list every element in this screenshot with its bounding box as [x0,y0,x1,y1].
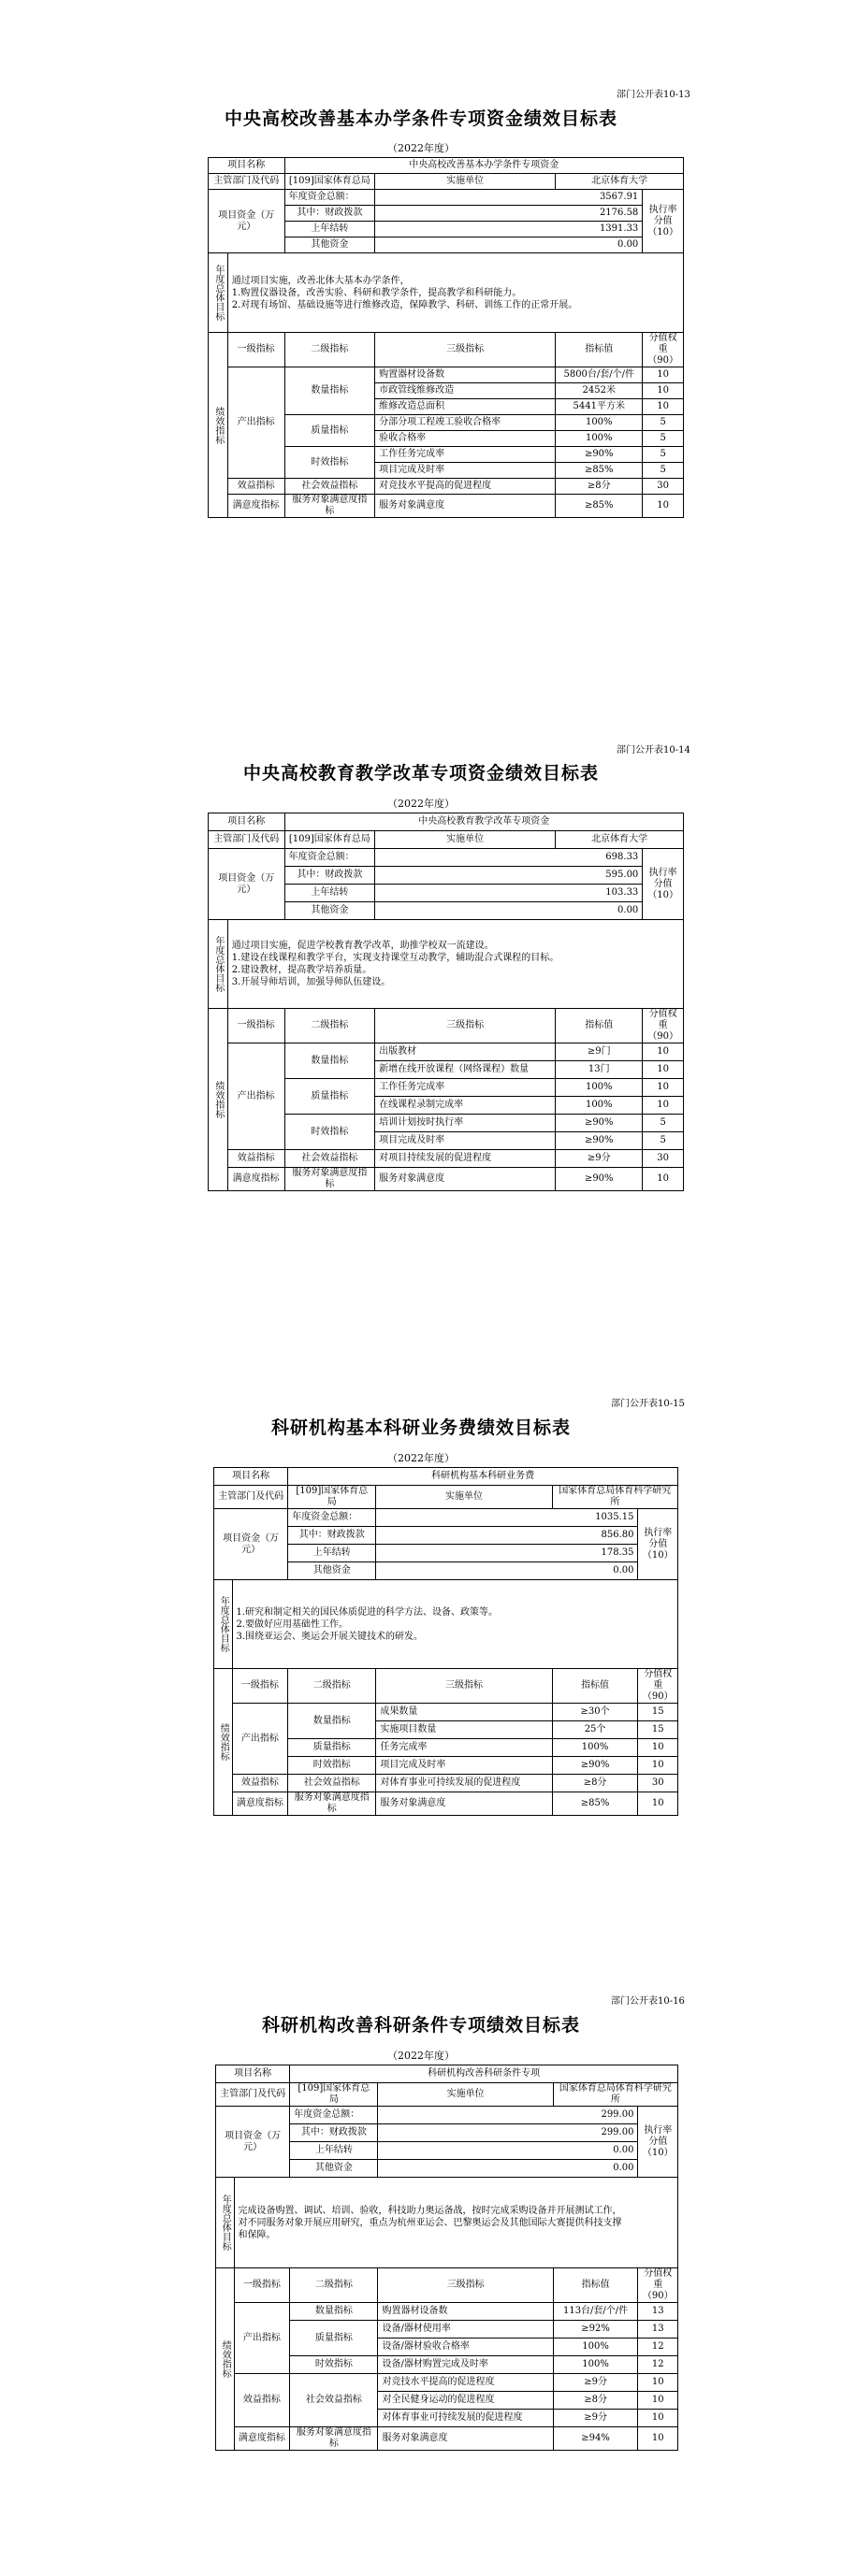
table-title: 中央高校改善基本办学条件专项资金绩效目标表 [224,108,617,129]
funds-carryover-value: 1391.33 [375,222,643,237]
funds-total-value: 698.33 [375,849,643,867]
level2-indicator: 数量指标 [288,1704,376,1739]
level1-indicator: 满意度指标 [227,1168,284,1191]
weight-header: 分值权重（90） [638,2268,678,2303]
annual-target-text [232,1580,677,1669]
dept-code-label: 主管部门及代码 [216,2083,290,2107]
project-name-value: 中央高校教育教学改革专项资金 [284,813,683,831]
level3-indicator: 对体育事业可持续发展的促进程度 [378,2410,553,2427]
level2-indicator: 社会效益指标 [288,1775,376,1792]
level2-indicator: 质量指标 [290,2321,378,2356]
annual-target-text [234,2178,677,2268]
level2-indicator: 数量指标 [284,1043,375,1079]
perf-indicator-label: 绩效指标 [216,2268,235,2451]
level3-indicator: 验收合格率 [375,431,556,447]
funds-fiscal-value: 299.00 [378,2124,638,2142]
indicator-weight: 10 [643,1097,684,1115]
funds-total-label: 年度资金总额： [290,2107,378,2124]
project-name-label: 项目名称 [209,158,285,174]
funds-label: 项目资金（万元） [214,1509,288,1580]
level2-header: 二级指标 [284,1009,375,1043]
indicator-value: ≥90% [552,1757,638,1775]
funds-carryover-label: 上年结转 [284,222,375,237]
level1-indicator: 满意度指标 [227,495,284,518]
table-code: 部门公开表10-16 [611,1996,685,2007]
indicator-value: 2452米 [556,383,643,399]
funds-other-value: 0.00 [378,2160,638,2178]
indicator-value: 100% [556,1079,643,1097]
indicator-weight: 5 [643,415,684,431]
table-code: 部门公开表10-14 [617,745,690,756]
funds-total-value: 3567.91 [375,190,643,206]
annual-target-label: 年度总体目标 [214,1580,233,1669]
level2-header: 二级指标 [288,1669,376,1704]
level2-indicator: 时效指标 [288,1757,376,1775]
annual-target-line: 通过项目实施，改善北体大基本办学条件， [231,275,410,286]
performance-target-table [208,813,684,1191]
indicator-value: 5800台/套/个/件 [556,367,643,383]
indicator-weight: 10 [643,1061,684,1079]
funds-other-label: 其他资金 [284,902,375,920]
impl-unit-value: 北京体育大学 [556,174,684,190]
level3-indicator: 新增在线开放课程（网络课程）数量 [375,1061,556,1079]
indicator-value: ≥90% [556,1168,643,1191]
level2-indicator: 服务对象满意度指标 [284,1168,375,1191]
level1-indicator: 效益指标 [227,479,284,495]
indicator-weight: 15 [638,1721,678,1739]
indicator-weight: 5 [643,1115,684,1132]
weight-header: 分值权重（90） [638,1669,678,1704]
indicator-weight: 13 [638,2303,678,2321]
indicator-value: ≥9分 [556,1150,643,1168]
indicator-weight: 5 [643,1132,684,1150]
level1-indicator: 效益指标 [227,1150,284,1168]
indicator-row [214,1775,678,1792]
level3-indicator: 服务对象满意度 [378,2427,553,2451]
annual-target-line: 完成设备购置、调试、培训、验收，科技助力奥运备战，按时完成采购设备并开展测试工作， [238,2205,622,2216]
funds-label: 项目资金（万元） [216,2107,290,2178]
level3-indicator: 项目完成及时率 [376,1757,552,1775]
indicator-weight: 10 [643,1168,684,1191]
dept-code-label: 主管部门及代码 [209,174,285,190]
weight-header: 分值权重（90） [643,1009,684,1043]
indicator-weight: 5 [643,463,684,479]
indicator-row [216,2374,678,2392]
indicator-value: ≥85% [556,463,643,479]
indicator-weight: 10 [643,1043,684,1061]
annual-target-line: 2.对现有场馆、基础设施等进行维修改造，保障教学、科研、训练工作的正常开展。 [231,299,578,310]
annual-target-line: 2.要做好应用基础性工作。 [236,1619,349,1630]
impl-unit-label: 实施单位 [376,1486,552,1509]
indicator-weight: 12 [638,2339,678,2356]
indicator-weight: 13 [638,2321,678,2339]
annual-target-text [227,253,683,333]
annual-target-line: 3.围绕亚运会、奥运会开展关键技术的研发。 [236,1631,424,1642]
level2-indicator: 质量指标 [284,1079,375,1115]
indicator-weight: 12 [638,2356,678,2374]
level3-header: 三级指标 [378,2268,553,2303]
level1-indicator: 满意度指标 [234,2427,290,2451]
impl-unit-label: 实施单位 [375,831,556,849]
indicator-value: ≥90% [556,1115,643,1132]
funds-other-value: 0.00 [375,237,643,253]
indicator-weight: 10 [643,495,684,518]
dept-code-label: 主管部门及代码 [214,1486,288,1509]
indicator-weight: 10 [638,2410,678,2427]
level3-indicator: 在线课程录制完成率 [375,1097,556,1115]
annual-target-line: 1.建设在线课程和教学平台，实现支持课堂互动教学，辅助混合式课程的目标。 [231,953,559,963]
funds-carryover-value: 178.35 [376,1545,638,1562]
table-code: 部门公开表10-15 [611,1399,685,1409]
indicator-value: 100% [552,1739,638,1757]
indicator-row [209,495,684,518]
level1-indicator: 效益指标 [232,1775,288,1792]
exec-rate-label: 执行率分值（10） [643,190,684,253]
level3-indicator: 设备/器材购置完成及时率 [378,2356,553,2374]
project-name-value: 科研机构改善科研条件专项 [290,2065,678,2083]
value-header: 指标值 [553,2268,638,2303]
indicator-row [214,1704,678,1721]
perf-indicator-label: 绩效指标 [214,1669,233,1816]
level3-indicator: 出版教材 [375,1043,556,1061]
dept-code-value: [109]国家体育总局 [284,174,375,190]
indicator-value: ≥8分 [553,2392,638,2410]
indicator-weight: 10 [638,1739,678,1757]
indicator-value: 13门 [556,1061,643,1079]
table-code: 部门公开表10-13 [617,90,690,100]
indicator-weight: 10 [638,2392,678,2410]
level3-header: 三级指标 [375,1009,556,1043]
project-name-label: 项目名称 [216,2065,290,2083]
exec-rate-label: 执行率分值（10） [638,2107,678,2178]
level2-indicator: 社会效益指标 [284,1150,375,1168]
annual-target-label: 年度总体目标 [209,253,228,333]
level3-indicator: 对全民健身运动的促进程度 [378,2392,553,2410]
funds-fiscal-label: 其中：财政拨款 [284,206,375,222]
annual-target-line: 1.研究和制定相关的国民体质促进的科学方法、设备、政策等。 [236,1606,499,1618]
indicator-row [209,367,684,383]
funds-other-value: 0.00 [376,1562,638,1580]
funds-other-label: 其他资金 [284,237,375,253]
indicator-value: ≥92% [553,2321,638,2339]
level3-indicator: 对竞技水平提高的促进程度 [378,2374,553,2392]
level3-indicator: 培训计划按时执行率 [375,1115,556,1132]
level2-indicator: 质量指标 [288,1739,376,1757]
funds-carryover-value: 0.00 [378,2142,638,2160]
annual-target-line: 通过项目实施，促进学校教育教学改革，助推学校双一流建设。 [231,941,494,951]
funds-other-label: 其他资金 [288,1562,376,1580]
level2-indicator: 社会效益指标 [290,2374,378,2427]
indicator-value: ≥8分 [556,479,643,495]
table-title: 科研机构基本科研业务费绩效目标表 [270,1418,571,1438]
indicator-weight: 5 [643,447,684,463]
indicator-row [216,2427,678,2451]
funds-total-label: 年度资金总额： [284,190,375,206]
level3-indicator: 维修改造总面积 [375,399,556,415]
level3-header: 三级指标 [376,1669,552,1704]
indicator-weight: 15 [638,1704,678,1721]
level3-indicator: 服务对象满意度 [375,495,556,518]
indicator-weight: 30 [643,479,684,495]
indicator-value: ≥9分 [553,2374,638,2392]
level3-header: 三级指标 [375,333,556,367]
level2-indicator: 数量指标 [284,367,375,415]
funds-fiscal-value: 856.80 [376,1527,638,1545]
project-name-value: 中央高校改善基本办学条件专项资金 [284,158,683,174]
funds-fiscal-label: 其中：财政拨款 [288,1527,376,1545]
indicator-row [209,1168,684,1191]
level3-indicator: 购置器材设备数 [375,367,556,383]
funds-total-value: 299.00 [378,2107,638,2124]
level1-header: 一级指标 [227,1009,284,1043]
indicator-value: 25个 [552,1721,638,1739]
indicator-weight: 10 [638,1792,678,1816]
indicator-row [209,1043,684,1061]
indicator-value: ≥8分 [552,1775,638,1792]
level1-indicator: 产出指标 [227,367,284,479]
funds-carryover-label: 上年结转 [288,1545,376,1562]
level3-indicator: 服务对象满意度 [375,1168,556,1191]
dept-code-value: [109]国家体育总局 [288,1486,376,1509]
funds-total-label: 年度资金总额： [288,1509,376,1527]
annual-target-label: 年度总体目标 [209,920,228,1009]
perf-indicator-label: 绩效指标 [209,1009,228,1191]
level2-indicator: 服务对象满意度指标 [290,2427,378,2451]
indicator-weight: 30 [638,1775,678,1792]
level3-indicator: 对竞技水平提高的促进程度 [375,479,556,495]
indicator-value: ≥30个 [552,1704,638,1721]
indicator-value: ≥9分 [553,2410,638,2427]
impl-unit-value: 国家体育总局体育科学研究所 [553,2083,677,2107]
level1-header: 一级指标 [234,2268,290,2303]
level3-indicator: 设备/器材使用率 [378,2321,553,2339]
annual-target-line: 1.购置仪器设备，改善实验、科研和教学条件，提高教学和科研能力。 [231,287,522,298]
indicator-row [209,1150,684,1168]
funds-label: 项目资金（万元） [209,849,285,920]
level2-indicator: 数量指标 [290,2303,378,2321]
funds-other-value: 0.00 [375,902,643,920]
performance-target-table [215,2065,678,2451]
level2-header: 二级指标 [284,333,375,367]
project-name-label: 项目名称 [214,1468,288,1486]
indicator-weight: 5 [643,431,684,447]
indicator-weight: 10 [643,367,684,383]
funds-fiscal-label: 其中：财政拨款 [284,867,375,885]
indicator-value: ≥90% [556,447,643,463]
funds-label: 项目资金（万元） [209,190,285,253]
level2-indicator: 时效指标 [284,1115,375,1150]
indicator-value: ≥85% [552,1792,638,1816]
level2-indicator: 服务对象满意度指标 [288,1792,376,1816]
level3-indicator: 任务完成率 [376,1739,552,1757]
table-title: 中央高校教育教学改革专项资金绩效目标表 [242,763,599,784]
level3-indicator: 分部分项工程竣工验收合格率 [375,415,556,431]
indicator-weight: 30 [643,1150,684,1168]
funds-carryover-label: 上年结转 [290,2142,378,2160]
annual-target-line: 2.建设教材，提高教学培养质量。 [231,965,372,975]
indicator-value: ≥90% [556,1132,643,1150]
level2-indicator: 时效指标 [290,2356,378,2374]
indicator-value: 100% [556,1097,643,1115]
indicator-value: 100% [553,2339,638,2356]
level3-indicator: 市政管线维修改造 [375,383,556,399]
level3-indicator: 成果数量 [376,1704,552,1721]
level3-indicator: 工作任务完成率 [375,447,556,463]
performance-target-table [208,157,684,518]
indicator-value: 113台/套/个/件 [553,2303,638,2321]
funds-other-label: 其他资金 [290,2160,378,2178]
level2-indicator: 社会效益指标 [284,479,375,495]
exec-rate-label: 执行率分值（10） [638,1509,678,1580]
level3-indicator: 项目完成及时率 [375,1132,556,1150]
level1-indicator: 产出指标 [234,2303,290,2374]
annual-target-text [227,920,683,1009]
level1-indicator: 产出指标 [227,1043,284,1150]
indicator-weight: 10 [638,2374,678,2392]
funds-carryover-value: 103.33 [375,885,643,902]
impl-unit-label: 实施单位 [375,174,556,190]
value-header: 指标值 [556,1009,643,1043]
level2-indicator: 质量指标 [284,415,375,447]
indicator-value: 100% [556,415,643,431]
dept-code-value: [109]国家体育总局 [284,831,375,849]
level1-indicator: 效益指标 [234,2374,290,2427]
dept-code-value: [109]国家体育总局 [290,2083,378,2107]
level1-header: 一级指标 [232,1669,288,1704]
level2-header: 二级指标 [290,2268,378,2303]
indicator-weight: 10 [643,1079,684,1097]
annual-target-line: 对不同服务对象开展应用研究，重点为杭州亚运会、巴黎奥运会及其他国际大赛提供科技支撑 [238,2217,622,2228]
level3-indicator: 服务对象满意度 [376,1792,552,1816]
indicator-weight: 10 [643,399,684,415]
value-header: 指标值 [556,333,643,367]
indicator-weight: 10 [638,2427,678,2451]
level2-indicator: 时效指标 [284,447,375,479]
exec-rate-label: 执行率分值（10） [643,849,684,920]
indicator-value: ≥85% [556,495,643,518]
indicator-value: ≥9门 [556,1043,643,1061]
project-name-label: 项目名称 [209,813,285,831]
funds-fiscal-value: 2176.58 [375,206,643,222]
annual-target-label: 年度总体目标 [216,2178,235,2268]
funds-fiscal-value: 595.00 [375,867,643,885]
impl-unit-value: 国家体育总局体育科学研究所 [552,1486,677,1509]
funds-fiscal-label: 其中：财政拨款 [290,2124,378,2142]
weight-header: 分值权重（90） [643,333,684,367]
level3-indicator: 对体育事业可持续发展的促进程度 [376,1775,552,1792]
table-year: （2022年度） [387,798,455,810]
dept-code-label: 主管部门及代码 [209,831,285,849]
indicator-row [214,1792,678,1816]
perf-indicator-label: 绩效指标 [209,333,228,518]
level3-indicator: 购置器材设备数 [378,2303,553,2321]
level2-indicator: 服务对象满意度指标 [284,495,375,518]
level3-indicator: 工作任务完成率 [375,1079,556,1097]
project-name-value: 科研机构基本科研业务费 [288,1468,678,1486]
indicator-value: ≥94% [553,2427,638,2451]
indicator-row [216,2303,678,2321]
table-title: 科研机构改善科研条件专项绩效目标表 [261,2015,580,2036]
level3-indicator: 设备/器材验收合格率 [378,2339,553,2356]
performance-target-table [213,1467,678,1816]
level1-header: 一级指标 [227,333,284,367]
level1-indicator: 产出指标 [232,1704,288,1775]
funds-total-label: 年度资金总额： [284,849,375,867]
funds-carryover-label: 上年结转 [284,885,375,902]
annual-target-line: 和保障。 [238,2229,276,2240]
indicator-weight: 10 [643,383,684,399]
impl-unit-label: 实施单位 [378,2083,553,2107]
indicator-value: 5441平方米 [556,399,643,415]
indicator-value: 100% [556,431,643,447]
table-year: （2022年度） [387,2050,455,2062]
indicator-row [209,479,684,495]
level1-indicator: 满意度指标 [232,1792,288,1816]
level3-indicator: 对项目持续发展的促进程度 [375,1150,556,1168]
funds-total-value: 1035.15 [376,1509,638,1527]
annual-target-line: 3.开展导师培训，加强导师队伍建设。 [231,977,391,987]
table-year: （2022年度） [387,142,455,154]
value-header: 指标值 [552,1669,638,1704]
table-year: （2022年度） [387,1452,455,1464]
level3-indicator: 实施项目数量 [376,1721,552,1739]
indicator-weight: 10 [638,1757,678,1775]
level3-indicator: 项目完成及时率 [375,463,556,479]
indicator-value: 100% [553,2356,638,2374]
impl-unit-value: 北京体育大学 [556,831,684,849]
